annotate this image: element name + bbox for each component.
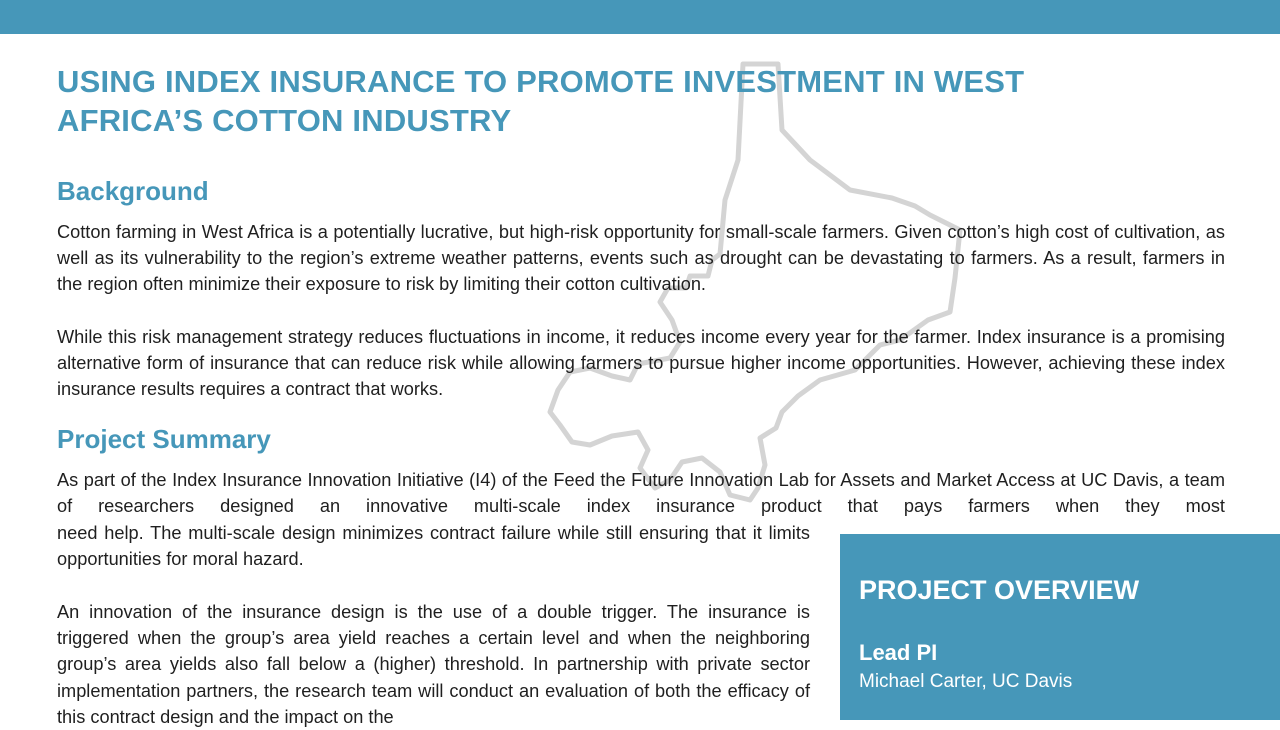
project-summary-paragraph-1-part-2: need help. The multi-scale design minimizes contract failure while still ensuring that it limits opportunities for moral hazard. bbox=[57, 523, 810, 570]
background-paragraph-1: Cotton farming in West Africa is a potentially lucrative, but high-risk opportunity for small-scale farmers. Given cotton’s high cost of cultivation, as well as its vulnerability to the region’s extreme weather patterns, events such as drought can be devastating to farmers. As a result, farmers in the region often minimize their exposure to risk by limiting their cotton cultivation. bbox=[57, 222, 1225, 295]
project-summary-heading: Project Summary bbox=[57, 424, 271, 454]
project-overview-title: PROJECT OVERVIEW bbox=[859, 575, 1140, 605]
lead-pi-value: Michael Carter, UC Davis bbox=[859, 671, 1073, 692]
project-summary-paragraph-2: An innovation of the insurance design is the use of a double trigger. The insurance is triggered when the group’s area yield reaches a certain level and when the neighboring group’s area yields also fall below a (higher) threshold. In partnership with private sector implementation partners, the research team will conduct an evaluation of both the efficacy of this contract design and the impact on the bbox=[57, 602, 810, 727]
project-summary-paragraph-1-part-1: As part of the Index Insurance Innovation Initiative (I4) of the Feed the Future Innovation Lab for Assets and Market Access at UC Davis, a team of researchers designed an innovative multi-scale index insurance product that pays farmers when they most bbox=[57, 470, 1225, 517]
lead-pi-label: Lead PI bbox=[859, 640, 938, 665]
background-heading: Background bbox=[57, 176, 209, 206]
background-paragraph-2: While this risk management strategy reduces fluctuations in income, it reduces income every year for the farmer. Index insurance is a promising alternative form of insurance that can reduce risk while allowing farmers to pursue higher income opportunities. However, achieving these index insurance results requires a contract that works. bbox=[57, 327, 1225, 400]
header-band bbox=[0, 0, 1280, 34]
project-overview-box bbox=[840, 534, 1280, 720]
document-title: USING INDEX INSURANCE TO PROMOTE INVESTMENT IN WEST AFRICA’S COTTON INDUSTRY bbox=[57, 64, 1025, 138]
